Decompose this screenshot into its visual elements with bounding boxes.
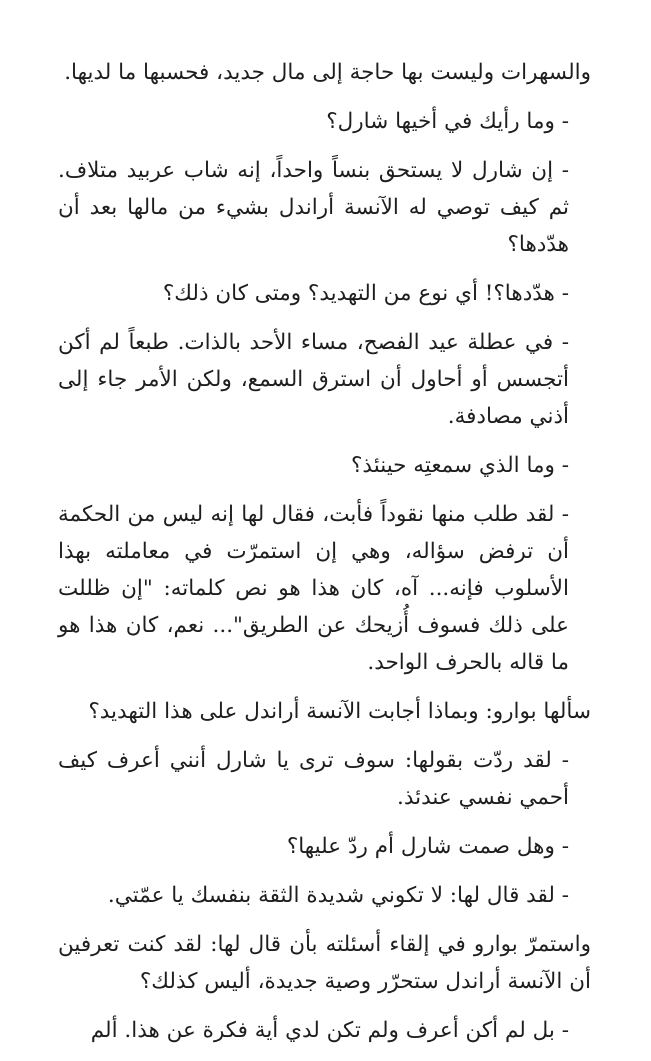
paragraph: واستمرّ بوارو في إلقاء أسئلته بأن قال لها: لقد كنت تعرفين أن الآنسة أراندل ستحرّر وصية جديدة، أليس كذلك؟	[58, 932, 591, 994]
dialogue-line: - لقد قال لها: لا تكوني شديدة الثقة بنفسك يا عمّتي.	[107, 883, 569, 908]
dialogue-line: - بل لم أكن أعرف ولم تكن لدي أية فكرة عن هذا. ألم	[90, 1018, 569, 1043]
paragraph: سألها بوارو: وبماذا أجابت الآنسة أراندل على هذا التهديد؟	[88, 699, 591, 724]
dialogue-line: - وما رأيك في أخيها شارل؟	[326, 109, 569, 134]
dialogue-line: - إن شارل لا يستحق بنساً واحداً، إنه شاب عربيد متلاف. ثم كيف توصي له الآنسة أراندل بشيء من مالها بعد أن هدّدها؟	[58, 158, 569, 257]
dialogue-line: - وما الذي سمعتِه حينئذ؟	[351, 453, 569, 478]
paragraph: والسهرات وليست بها حاجة إلى مال جديد، فحسبها ما لديها.	[64, 60, 591, 85]
dialogue-line: - لقد طلب منها نقوداً فأبت، فقال لها إنه ليس من الحكمة أن ترفض سؤاله، وهي إن استمرّت في معاملته بهذا الأسلوب فإنه... آه، كان هذا هو نص كلماته: "إن ظللت على ذلك فسوف أُزيحك عن الطريق"... نعم، كان هذا هو ما قاله بالحرف الواحد.	[58, 502, 569, 675]
dialogue-line: - في عطلة عيد الفصح، مساء الأحد بالذات. طبعاً لم أكن أتجسس أو أحاول أن استرق السمع، ولكن الأمر جاء إلى أذني مصادفة.	[58, 330, 569, 429]
dialogue-line: - وهل صمت شارل أم ردّ عليها؟	[286, 834, 569, 859]
dialogue-line: - لقد ردّت بقولها: سوف ترى يا شارل أنني أعرف كيف أحمي نفسي عندئذ.	[58, 748, 569, 810]
document-page	[58, 54, 591, 1061]
dialogue-line: - هدّدها؟! أي نوع من التهديد؟ ومتى كان ذلك؟	[162, 281, 569, 306]
